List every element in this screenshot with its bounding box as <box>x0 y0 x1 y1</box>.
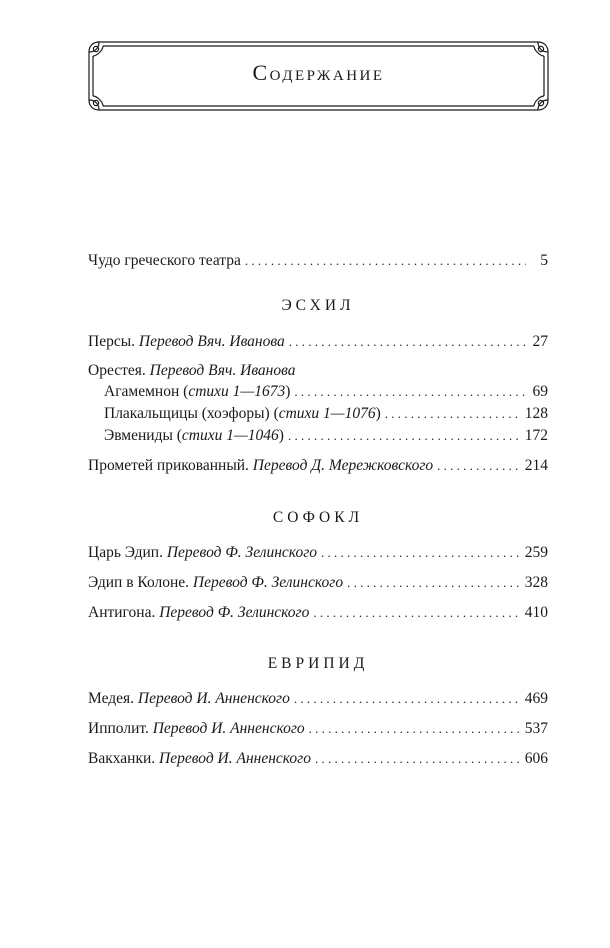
toc-entry-bacchae[interactable] <box>88 749 548 769</box>
translator: Перевод Ф. Зелинского <box>166 544 317 561</box>
translator: Перевод И. Анненского <box>152 720 305 737</box>
translator: Перевод Ф. Зелинского <box>192 574 344 591</box>
entry-title: Плакальщицы (хоэфоры) <box>104 405 270 422</box>
toc-entry-prometheus[interactable] <box>88 456 548 476</box>
entry-title: Чудо греческого театра <box>88 252 241 269</box>
page-number: 469 <box>524 690 548 707</box>
leader-dots <box>294 689 521 709</box>
section-heading-sophocles: СОФОКЛ <box>272 509 364 526</box>
page-number: 172 <box>524 427 548 444</box>
page-number: 259 <box>524 544 548 561</box>
entry-title: Персы. <box>88 333 135 350</box>
toc-entry-eumenides[interactable]: Эвмениды (стихи 1—1046) . . . 172 <box>104 426 548 446</box>
leader-dots <box>313 603 520 623</box>
translator: Перевод Ф. Зелинского <box>159 604 310 621</box>
line-range: стихи 1—1076 <box>278 405 376 422</box>
entry-title: Царь Эдип. <box>88 544 163 561</box>
page-number: 27 <box>532 333 548 350</box>
leader-dots <box>437 456 521 476</box>
page-number: 5 <box>540 252 548 269</box>
toc-entry-antigone[interactable] <box>88 603 548 623</box>
toc-entry-colonus[interactable] <box>88 573 548 593</box>
page-number: 69 <box>532 383 548 400</box>
page-number: 537 <box>524 720 548 737</box>
entry-title: Антигона. <box>88 604 156 621</box>
leader-dots <box>294 382 526 402</box>
section-heading-aeschylus: ЭСХИЛ <box>281 297 355 314</box>
page-number: 606 <box>524 750 548 767</box>
heading-frame <box>85 38 552 114</box>
entry-title: Ипполит. <box>88 720 149 737</box>
entry-title: Орестея. <box>88 362 146 379</box>
leader-dots <box>309 719 521 739</box>
entry-title: Медея. <box>88 690 135 707</box>
translator: Перевод Вяч. Иванова <box>149 362 296 379</box>
leader-dots <box>347 573 521 593</box>
entry-title: Вакханки. <box>88 750 156 767</box>
entry-title: Агамемнон <box>104 383 180 400</box>
toc-entry-hippolytus[interactable] <box>88 719 548 739</box>
line-range: стихи 1—1046 <box>181 427 279 444</box>
page-number: 328 <box>524 574 548 591</box>
toc-entry-choephori[interactable]: Плакальщицы (хоэфоры) (стихи 1—1076) . . . 128 <box>104 404 548 424</box>
section-heading-euripides: ЕВРИПИД <box>267 655 369 672</box>
line-range: стихи 1—1673 <box>188 383 286 400</box>
translator: Перевод И. Анненского <box>159 750 311 767</box>
translator: Перевод Вяч. Иванова <box>138 333 285 350</box>
entry-title: Прометей прикованный. <box>88 457 249 474</box>
page-number: 128 <box>524 405 548 422</box>
translator: Перевод Д. Мережковского <box>252 457 434 474</box>
leader-dots <box>245 251 526 271</box>
toc-entry-medea[interactable] <box>88 689 548 709</box>
toc-entry-agamemnon[interactable]: Агамемнон (стихи 1—1673) . . . 69 <box>104 382 548 402</box>
translator: Перевод И. Анненского <box>137 690 290 707</box>
toc-entry-oedipus[interactable] <box>88 543 548 563</box>
toc-entry-intro[interactable] <box>88 251 548 271</box>
entry-title: Эдип в Колоне. <box>88 574 190 591</box>
leader-dots <box>315 749 521 769</box>
leader-dots <box>385 404 521 424</box>
toc-entry-persians[interactable] <box>88 332 548 352</box>
page-number: 214 <box>524 457 548 474</box>
entry-title: Эвмениды <box>104 427 173 444</box>
toc-entry-oresteia[interactable] <box>88 361 548 381</box>
leader-dots <box>289 332 526 352</box>
page-number: 410 <box>524 604 548 621</box>
page-title: Содержание <box>252 60 385 85</box>
leader-dots <box>321 543 521 563</box>
leader-dots <box>288 426 521 446</box>
